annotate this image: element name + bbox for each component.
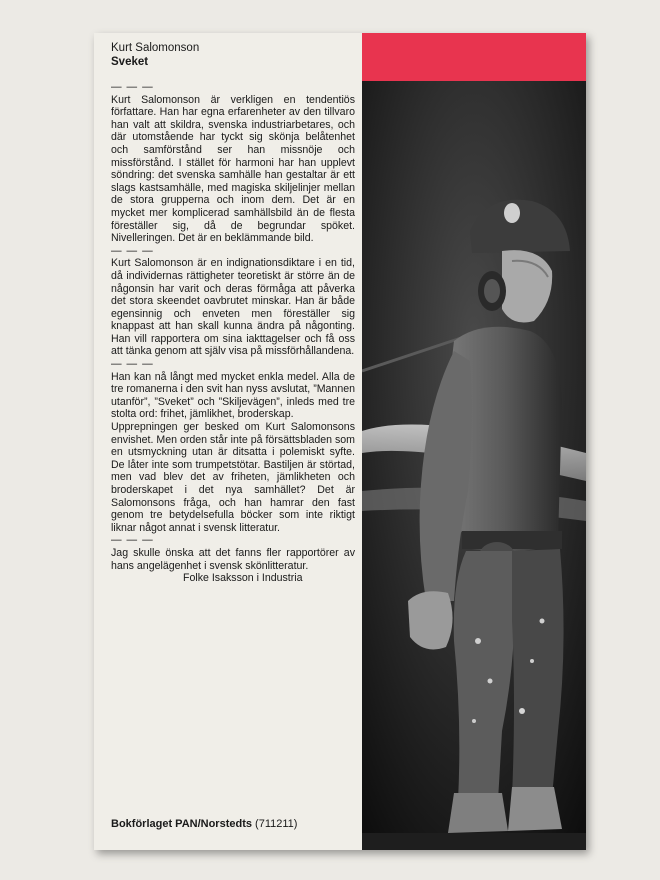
paragraph-3: Han kan nå långt med mycket enkla medel. Alla de tre romanerna i den svit han nyss avslutat, ”Mannen utanför”, ”Sveket” och ”Skiljevägen”, inleds med tre stolta ord: frihet, jämlikhet, broderskap. — [111, 370, 355, 421]
paragraph-1: Kurt Salomonson är verkligen en tendentiös författare. Han har egna erfarenheter av den tillvaro han valt att skildra, svenska industriarbetares, och där utomstående har tyckt sig skönja belåtenhet och samförstånd ser han missnöje och missförstånd. I stället för harmoni har han upplevt söndring: det svenska samhälle han gestaltar är ett slags kastsamhälle, med magiska skiljelinjer mellan de stora grupperna och inom dem. Det är en mycket mer komplicerad samhällsbild än de flesta föreställer sig, då de begrundar spöket. Nivelleringen. Det är en beklämmande bild. — [111, 93, 355, 245]
separator: — — — — [111, 244, 154, 257]
blurb-panel — [94, 33, 362, 850]
miner-photo — [362, 81, 586, 850]
blurb-text — [111, 81, 355, 585]
paragraph-5: Jag skulle önska att det fanns fler rapportörer av hans angelägenhet i svensk skönlitteratur. — [111, 546, 355, 572]
paragraph-4: Upprepningen ger besked om Kurt Salomonsons envishet. Men orden står inte på försättsbladen som en utsmyckning utan är ditsatta i polemiskt syfte. De låter inte som trumpetstötar. Bastiljen är störtad, men vad blev det av friheten, jämlikheten och broderskapet i det nya samhället? Det är Salomonsons fråga, och han hamrar den fast genom tre betydelsefulla böcker som inte riktigt liknar något annat i svensk litteratur. — [111, 421, 355, 534]
catalog-code: (711211) — [255, 818, 298, 830]
publisher-name: Bokförlaget PAN/Norstedts — [111, 818, 252, 830]
red-color-band — [362, 33, 586, 81]
review-signature: Folke Isaksson i Industria — [183, 572, 303, 585]
separator: — — — — [111, 534, 154, 547]
book-back-cover — [94, 33, 586, 850]
separator: — — — — [111, 358, 154, 371]
author-name: Kurt Salomonson — [111, 42, 200, 54]
book-title: Sveket — [111, 56, 149, 68]
separator: — — — — [111, 81, 154, 93]
publisher-line — [111, 817, 297, 831]
paragraph-2: Kurt Salomonson är en indignationsdiktare i en tid, då individernas rättigheter teoretiskt är större än de någonsin har varit och deras förmåga att påverka det stora skeendet oavbrutet minskar. Han är både egensinnig och envetеn men föreställer sig knappast att han skall kunna ändra på någonting. Han vill rapportera om sina iakttagelser och få oss att tänka genom att själv visa på missförhållandena. — [111, 257, 355, 358]
